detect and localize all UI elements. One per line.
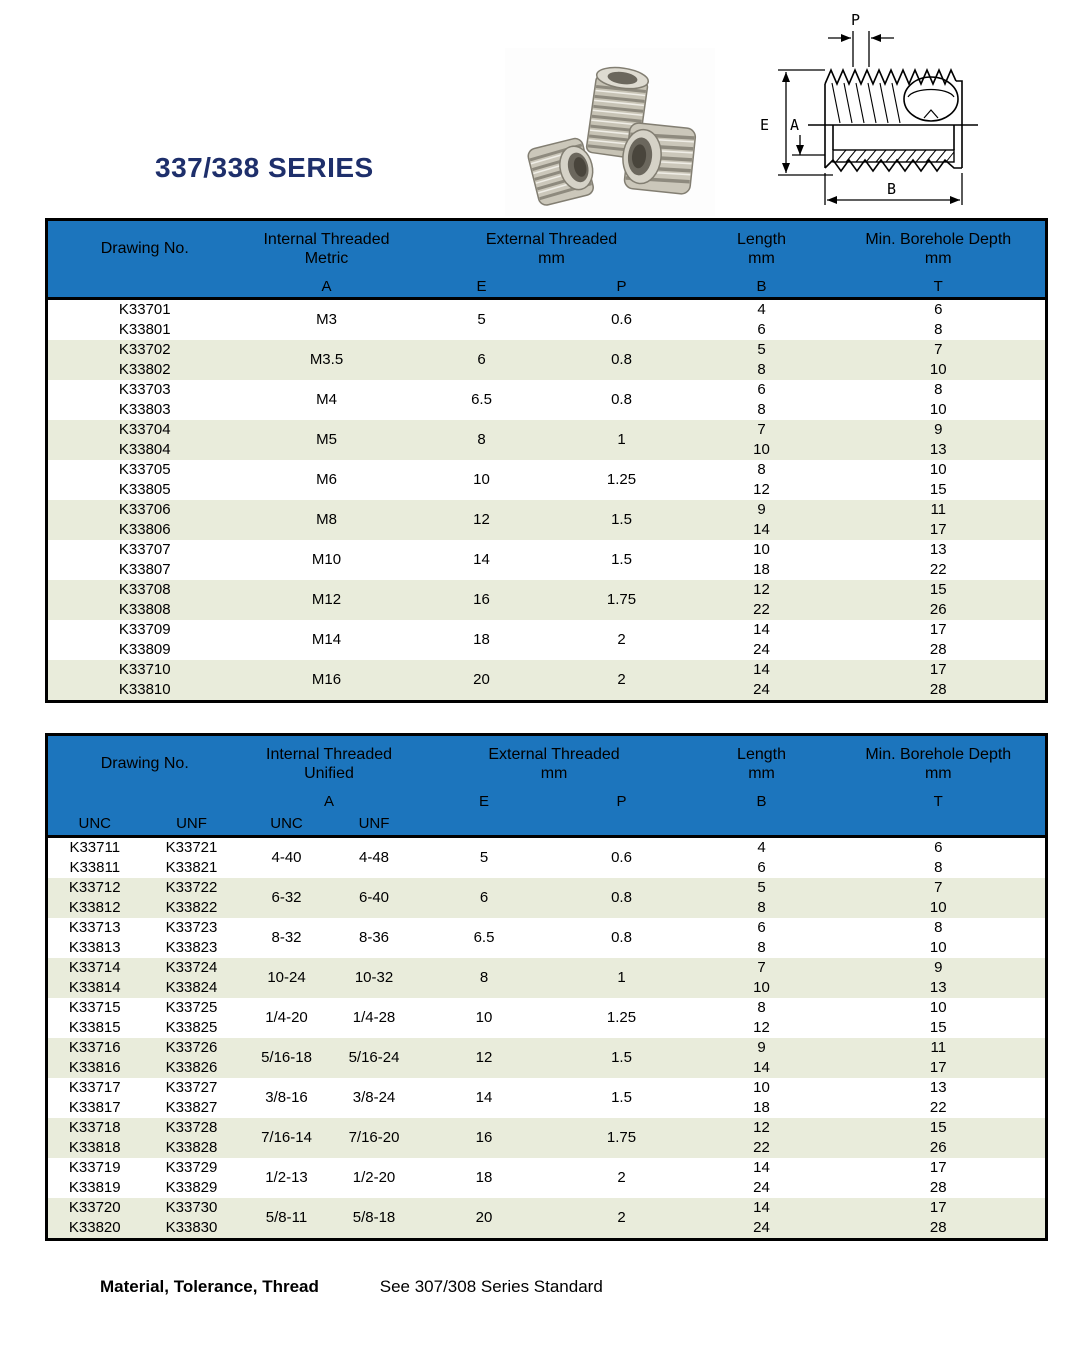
col-subheader-p: P <box>552 792 692 814</box>
internal-thread-size: M5 <box>242 420 412 460</box>
pitch-p: 1 <box>552 420 692 460</box>
col-subheader-unc-drawing: UNC <box>47 814 142 837</box>
unf-thread-size: 5/16-24 <box>332 1038 417 1078</box>
col-subheader-blank <box>47 792 242 814</box>
col-subheader-a: A <box>242 277 412 299</box>
table-row <box>47 380 1047 400</box>
internal-thread-size: M10 <box>242 540 412 580</box>
borehole-depth-t: 17 <box>832 1158 1047 1178</box>
length-b: 10 <box>692 440 832 460</box>
borehole-depth-t: 10 <box>832 898 1047 918</box>
unf-thread-size: 5/8-18 <box>332 1198 417 1240</box>
table-row <box>47 500 1047 520</box>
borehole-depth-t: 7 <box>832 340 1047 360</box>
col-subheader-t: T <box>832 792 1047 814</box>
drawing-no-338: K33804 <box>47 440 242 460</box>
drawing-no-337: K33705 <box>47 460 242 480</box>
footer-note <box>100 1277 1090 1297</box>
pitch-p: 2 <box>552 620 692 660</box>
length-b: 14 <box>692 620 832 640</box>
unf-thread-size: 1/2-20 <box>332 1158 417 1198</box>
pitch-p: 1.75 <box>552 1118 692 1158</box>
drawing-no-unc-337: K33720 <box>47 1198 142 1218</box>
pitch-p: 2 <box>552 1158 692 1198</box>
length-b: 10 <box>692 540 832 560</box>
pitch-p: 1 <box>552 958 692 998</box>
drawing-no-338: K33803 <box>47 400 242 420</box>
dim-label-a: A <box>790 116 800 134</box>
col-subheader-p: P <box>552 277 692 299</box>
pitch-p: 1.5 <box>552 500 692 540</box>
drawing-no-unc-338: K33815 <box>47 1018 142 1038</box>
col-subheader-b: B <box>692 792 832 814</box>
drawing-no-unc-338: K33813 <box>47 938 142 958</box>
drawing-no-337: K33704 <box>47 420 242 440</box>
length-b: 6 <box>692 918 832 938</box>
drawing-no-unf-337: K33723 <box>142 918 242 938</box>
dim-label-e: E <box>760 116 770 134</box>
drawing-no-337: K33701 <box>47 299 242 321</box>
external-dia-e: 16 <box>417 1118 552 1158</box>
external-dia-e: 5 <box>417 837 552 879</box>
metric-table-header <box>47 220 1047 299</box>
length-b: 14 <box>692 520 832 540</box>
length-b: 4 <box>692 299 832 321</box>
borehole-depth-t: 6 <box>832 837 1047 859</box>
length-b: 22 <box>692 1138 832 1158</box>
col-header-length: Length mm <box>692 735 832 792</box>
unf-thread-size: 1/4-28 <box>332 998 417 1038</box>
length-b: 8 <box>692 360 832 380</box>
borehole-depth-t: 10 <box>832 998 1047 1018</box>
length-b: 9 <box>692 1038 832 1058</box>
length-b: 12 <box>692 1018 832 1038</box>
table-row <box>47 837 1047 859</box>
borehole-depth-t: 15 <box>832 480 1047 500</box>
borehole-depth-t: 9 <box>832 420 1047 440</box>
drawing-no-337: K33708 <box>47 580 242 600</box>
borehole-depth-t: 6 <box>832 299 1047 321</box>
col-subheader-blank <box>417 814 1047 837</box>
length-b: 22 <box>692 600 832 620</box>
drawing-no-unf-338: K33822 <box>142 898 242 918</box>
pitch-p: 1.5 <box>552 1038 692 1078</box>
unc-thread-size: 1/4-20 <box>242 998 332 1038</box>
drawing-no-338: K33802 <box>47 360 242 380</box>
col-subheader-e: E <box>417 792 552 814</box>
footer-value: See 307/308 Series Standard <box>379 1277 603 1296</box>
drawing-no-unf-337: K33729 <box>142 1158 242 1178</box>
length-b: 14 <box>692 1058 832 1078</box>
pitch-p: 1.75 <box>552 580 692 620</box>
borehole-depth-t: 13 <box>832 440 1047 460</box>
borehole-depth-t: 17 <box>832 1198 1047 1218</box>
table-row <box>47 1038 1047 1058</box>
table-row <box>47 340 1047 360</box>
drawing-no-unc-337: K33711 <box>47 837 142 859</box>
table-row <box>47 540 1047 560</box>
drawing-no-unf-337: K33730 <box>142 1198 242 1218</box>
drawing-no-unc-337: K33717 <box>47 1078 142 1098</box>
drawing-no-unf-337: K33721 <box>142 837 242 859</box>
pitch-p: 0.8 <box>552 340 692 380</box>
drawing-no-338: K33801 <box>47 320 242 340</box>
length-b: 8 <box>692 460 832 480</box>
borehole-depth-t: 8 <box>832 858 1047 878</box>
unified-table-body <box>47 837 1047 1240</box>
drawing-no-337: K33710 <box>47 660 242 680</box>
borehole-depth-t: 17 <box>832 1058 1047 1078</box>
internal-thread-size: M3.5 <box>242 340 412 380</box>
drawing-no-unc-337: K33718 <box>47 1118 142 1138</box>
drawing-no-unc-338: K33818 <box>47 1138 142 1158</box>
inserts-photo-graphic <box>505 48 715 216</box>
internal-thread-size: M16 <box>242 660 412 702</box>
unf-thread-size: 6-40 <box>332 878 417 918</box>
external-dia-e: 6.5 <box>417 918 552 958</box>
pitch-p: 0.6 <box>552 299 692 341</box>
unc-thread-size: 3/8-16 <box>242 1078 332 1118</box>
table-row <box>47 620 1047 640</box>
col-header-drawing-no: Drawing No. <box>47 735 242 792</box>
length-b: 18 <box>692 560 832 580</box>
unified-spec-table <box>45 733 1048 1241</box>
drawing-no-unf-337: K33727 <box>142 1078 242 1098</box>
col-subheader-unf-drawing: UNF <box>142 814 242 837</box>
col-subheader-b: B <box>692 277 832 299</box>
drawing-no-unf-338: K33825 <box>142 1018 242 1038</box>
drawing-no-unf-338: K33828 <box>142 1138 242 1158</box>
dim-label-p: P <box>851 11 861 29</box>
unc-thread-size: 6-32 <box>242 878 332 918</box>
drawing-no-unf-337: K33725 <box>142 998 242 1018</box>
table-row <box>47 958 1047 978</box>
borehole-depth-t: 10 <box>832 938 1047 958</box>
external-dia-e: 16 <box>412 580 552 620</box>
threaded-inserts-photo <box>505 48 715 216</box>
drawing-no-unf-337: K33726 <box>142 1038 242 1058</box>
unf-thread-size: 7/16-20 <box>332 1118 417 1158</box>
drawing-no-unc-337: K33712 <box>47 878 142 898</box>
pitch-p: 1.25 <box>552 460 692 500</box>
borehole-depth-t: 28 <box>832 680 1047 702</box>
drawing-no-unc-338: K33812 <box>47 898 142 918</box>
borehole-depth-t: 28 <box>832 1178 1047 1198</box>
length-b: 6 <box>692 858 832 878</box>
drawing-no-unc-337: K33715 <box>47 998 142 1018</box>
drawing-no-unc-338: K33819 <box>47 1178 142 1198</box>
drawing-no-338: K33810 <box>47 680 242 702</box>
external-dia-e: 20 <box>412 660 552 702</box>
borehole-depth-t: 15 <box>832 1118 1047 1138</box>
external-dia-e: 18 <box>417 1158 552 1198</box>
footer-label: Material, Tolerance, Thread <box>100 1277 319 1296</box>
length-b: 14 <box>692 1198 832 1218</box>
drawing-no-unc-338: K33811 <box>47 858 142 878</box>
borehole-depth-t: 13 <box>832 1078 1047 1098</box>
drawing-no-unc-337: K33719 <box>47 1158 142 1178</box>
length-b: 10 <box>692 1078 832 1098</box>
length-b: 8 <box>692 898 832 918</box>
col-header-external-threaded: External Threaded mm <box>417 735 692 792</box>
col-subheader-blank <box>47 277 242 299</box>
table-row <box>47 918 1047 938</box>
drawing-no-unf-338: K33829 <box>142 1178 242 1198</box>
drawing-no-338: K33805 <box>47 480 242 500</box>
table-row <box>47 420 1047 440</box>
drawing-no-unf-338: K33824 <box>142 978 242 998</box>
length-b: 5 <box>692 878 832 898</box>
table-gap <box>0 703 1090 733</box>
pitch-p: 1.5 <box>552 1078 692 1118</box>
drawing-no-unf-338: K33821 <box>142 858 242 878</box>
unc-thread-size: 10-24 <box>242 958 332 998</box>
internal-thread-size: M12 <box>242 580 412 620</box>
unf-thread-size: 3/8-24 <box>332 1078 417 1118</box>
table-row <box>47 878 1047 898</box>
drawing-no-unc-338: K33817 <box>47 1098 142 1118</box>
table-row <box>47 660 1047 680</box>
dimension-drawing-graphic <box>748 5 1070 212</box>
length-b: 12 <box>692 580 832 600</box>
length-b: 5 <box>692 340 832 360</box>
table-row <box>47 580 1047 600</box>
external-dia-e: 8 <box>417 958 552 998</box>
borehole-depth-t: 22 <box>832 560 1047 580</box>
pitch-p: 2 <box>552 660 692 702</box>
table-row <box>47 299 1047 321</box>
page-title: 337/338 SERIES <box>155 152 374 183</box>
pitch-p: 1.25 <box>552 998 692 1038</box>
col-header-length: Length mm <box>692 220 832 277</box>
external-dia-e: 6 <box>417 878 552 918</box>
table-row <box>47 1118 1047 1138</box>
pitch-p: 0.8 <box>552 878 692 918</box>
pitch-p: 0.8 <box>552 918 692 958</box>
internal-thread-size: M14 <box>242 620 412 660</box>
unc-thread-size: 7/16-14 <box>242 1118 332 1158</box>
length-b: 24 <box>692 640 832 660</box>
col-header-drawing-no: Drawing No. <box>47 220 242 277</box>
external-dia-e: 14 <box>412 540 552 580</box>
col-subheader-unc-thread: UNC <box>242 814 332 837</box>
borehole-depth-t: 7 <box>832 878 1047 898</box>
borehole-depth-t: 8 <box>832 918 1047 938</box>
borehole-depth-t: 10 <box>832 400 1047 420</box>
internal-thread-size: M6 <box>242 460 412 500</box>
length-b: 24 <box>692 1218 832 1240</box>
external-dia-e: 6 <box>412 340 552 380</box>
drawing-no-unc-337: K33713 <box>47 918 142 938</box>
table-row <box>47 1198 1047 1218</box>
pitch-p: 2 <box>552 1198 692 1240</box>
drawing-no-unc-338: K33816 <box>47 1058 142 1078</box>
drawing-no-338: K33806 <box>47 520 242 540</box>
drawing-no-unf-337: K33722 <box>142 878 242 898</box>
borehole-depth-t: 28 <box>832 1218 1047 1240</box>
dimension-drawing <box>748 5 1070 212</box>
metric-spec-table <box>45 218 1048 703</box>
borehole-depth-t: 17 <box>832 660 1047 680</box>
borehole-depth-t: 11 <box>832 1038 1047 1058</box>
length-b: 14 <box>692 660 832 680</box>
col-subheader-unf-thread: UNF <box>332 814 417 837</box>
drawing-no-337: K33702 <box>47 340 242 360</box>
length-b: 10 <box>692 978 832 998</box>
col-subheader-a: A <box>242 792 417 814</box>
borehole-depth-t: 13 <box>832 540 1047 560</box>
unc-thread-size: 1/2-13 <box>242 1158 332 1198</box>
borehole-depth-t: 28 <box>832 640 1047 660</box>
col-subheader-t: T <box>832 277 1047 299</box>
external-dia-e: 5 <box>412 299 552 341</box>
length-b: 24 <box>692 680 832 702</box>
pitch-p: 1.5 <box>552 540 692 580</box>
borehole-depth-t: 15 <box>832 580 1047 600</box>
drawing-no-unf-337: K33728 <box>142 1118 242 1138</box>
borehole-depth-t: 8 <box>832 380 1047 400</box>
unc-thread-size: 8-32 <box>242 918 332 958</box>
external-dia-e: 12 <box>417 1038 552 1078</box>
table-row <box>47 998 1047 1018</box>
table-row <box>47 1078 1047 1098</box>
table-row <box>47 460 1047 480</box>
col-header-internal-threaded: Internal Threaded Unified <box>242 735 417 792</box>
col-header-borehole-depth: Min. Borehole Depth mm <box>832 735 1047 792</box>
length-b: 8 <box>692 938 832 958</box>
borehole-depth-t: 17 <box>832 520 1047 540</box>
unf-thread-size: 4-48 <box>332 837 417 879</box>
drawing-no-unf-338: K33827 <box>142 1098 242 1118</box>
metric-table-body <box>47 299 1047 702</box>
drawing-no-unc-337: K33716 <box>47 1038 142 1058</box>
borehole-depth-t: 11 <box>832 500 1047 520</box>
col-subheader-e: E <box>412 277 552 299</box>
internal-thread-size: M3 <box>242 299 412 341</box>
drawing-no-337: K33703 <box>47 380 242 400</box>
length-b: 6 <box>692 320 832 340</box>
col-header-external-threaded: External Threaded mm <box>412 220 692 277</box>
external-dia-e: 10 <box>412 460 552 500</box>
borehole-depth-t: 9 <box>832 958 1047 978</box>
pitch-p: 0.8 <box>552 380 692 420</box>
external-dia-e: 10 <box>417 998 552 1038</box>
unc-thread-size: 5/16-18 <box>242 1038 332 1078</box>
borehole-depth-t: 8 <box>832 320 1047 340</box>
borehole-depth-t: 26 <box>832 600 1047 620</box>
borehole-depth-t: 15 <box>832 1018 1047 1038</box>
page-header <box>0 0 1090 218</box>
borehole-depth-t: 17 <box>832 620 1047 640</box>
internal-thread-size: M8 <box>242 500 412 540</box>
drawing-no-unf-338: K33830 <box>142 1218 242 1240</box>
drawing-no-337: K33709 <box>47 620 242 640</box>
unf-thread-size: 8-36 <box>332 918 417 958</box>
length-b: 24 <box>692 1178 832 1198</box>
drawing-no-337: K33707 <box>47 540 242 560</box>
length-b: 4 <box>692 837 832 859</box>
length-b: 12 <box>692 1118 832 1138</box>
unified-table-header <box>47 735 1047 837</box>
drawing-no-unf-338: K33823 <box>142 938 242 958</box>
length-b: 12 <box>692 480 832 500</box>
drawing-no-unf-337: K33724 <box>142 958 242 978</box>
pitch-p: 0.6 <box>552 837 692 879</box>
length-b: 6 <box>692 380 832 400</box>
col-header-borehole-depth: Min. Borehole Depth mm <box>832 220 1047 277</box>
borehole-depth-t: 26 <box>832 1138 1047 1158</box>
external-dia-e: 20 <box>417 1198 552 1240</box>
unc-thread-size: 4-40 <box>242 837 332 879</box>
external-dia-e: 6.5 <box>412 380 552 420</box>
borehole-depth-t: 22 <box>832 1098 1047 1118</box>
drawing-no-unc-338: K33820 <box>47 1218 142 1240</box>
unc-thread-size: 5/8-11 <box>242 1198 332 1240</box>
external-dia-e: 14 <box>417 1078 552 1118</box>
length-b: 9 <box>692 500 832 520</box>
drawing-no-338: K33808 <box>47 600 242 620</box>
length-b: 7 <box>692 420 832 440</box>
length-b: 18 <box>692 1098 832 1118</box>
external-dia-e: 12 <box>412 500 552 540</box>
length-b: 8 <box>692 400 832 420</box>
dim-label-b: B <box>887 180 897 198</box>
unf-thread-size: 10-32 <box>332 958 417 998</box>
internal-thread-size: M4 <box>242 380 412 420</box>
table-row <box>47 1158 1047 1178</box>
external-dia-e: 18 <box>412 620 552 660</box>
length-b: 8 <box>692 998 832 1018</box>
external-dia-e: 8 <box>412 420 552 460</box>
borehole-depth-t: 10 <box>832 460 1047 480</box>
drawing-no-unc-337: K33714 <box>47 958 142 978</box>
borehole-depth-t: 13 <box>832 978 1047 998</box>
drawing-no-unc-338: K33814 <box>47 978 142 998</box>
drawing-no-337: K33706 <box>47 500 242 520</box>
length-b: 14 <box>692 1158 832 1178</box>
borehole-depth-t: 10 <box>832 360 1047 380</box>
drawing-no-338: K33807 <box>47 560 242 580</box>
col-header-internal-threaded: Internal Threaded Metric <box>242 220 412 277</box>
drawing-no-unf-338: K33826 <box>142 1058 242 1078</box>
length-b: 7 <box>692 958 832 978</box>
drawing-no-338: K33809 <box>47 640 242 660</box>
